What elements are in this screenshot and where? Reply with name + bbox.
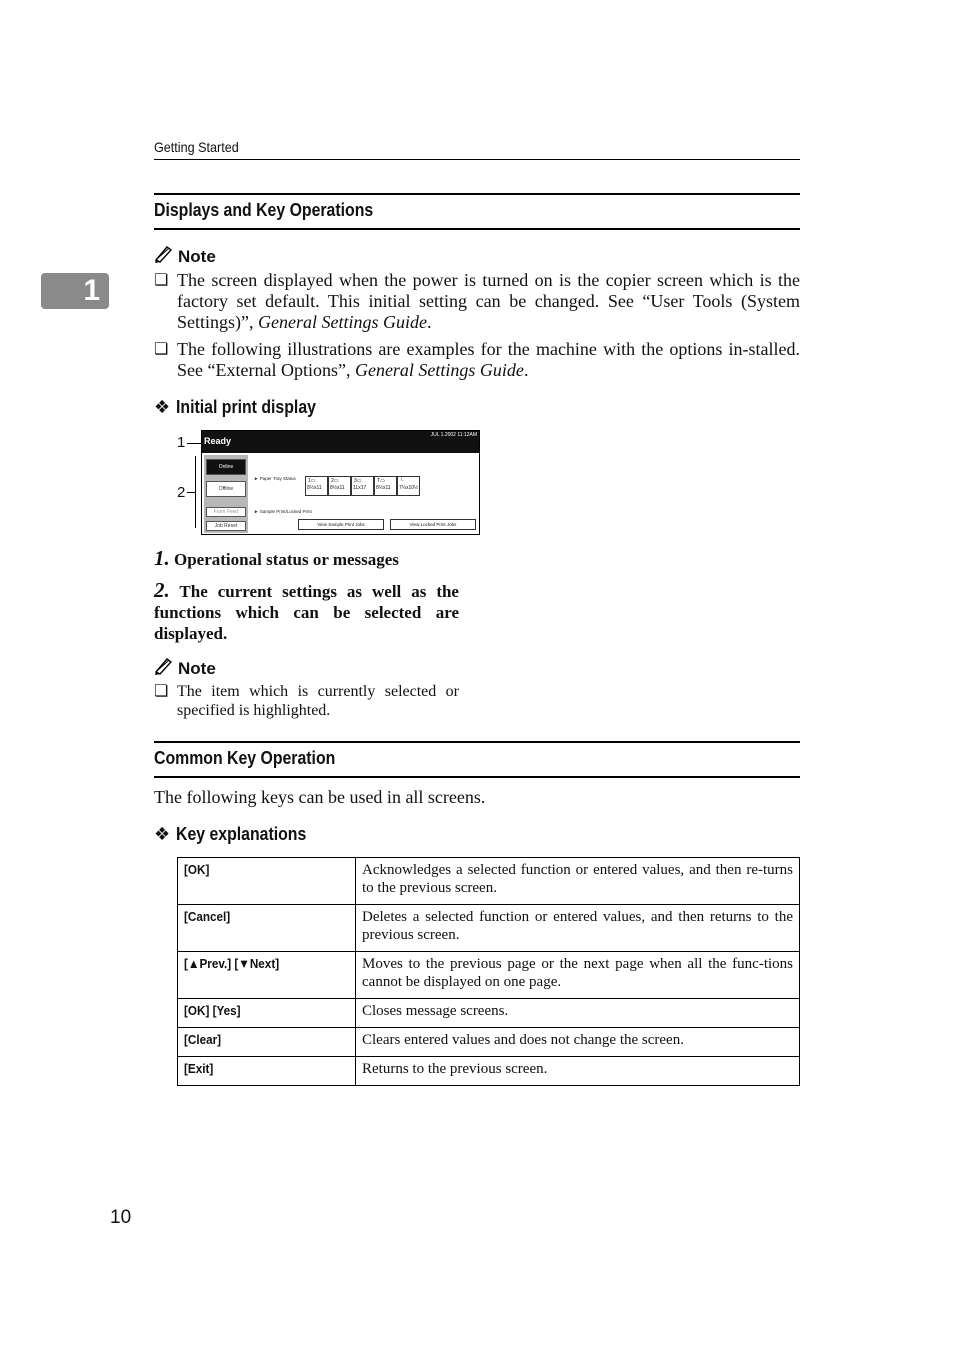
job-reset-button: Job Reset	[206, 521, 246, 531]
clock: JUL 1.2002 11:12AM	[430, 432, 477, 438]
numbered-item-2: 2. The current settings as well as the functions which can be selected are displayed.	[154, 578, 459, 643]
section2-top-rule	[154, 741, 800, 743]
printer-screen-illustration	[201, 430, 480, 535]
numbered-item-1: 1. Operational status or messages	[154, 546, 399, 570]
key-description: Deletes a selected function or entered values, and then returns to the previous screen.	[356, 905, 800, 952]
section2-bottom-rule	[154, 776, 800, 778]
callout-1: 1	[177, 434, 186, 451]
key-explanations-table	[177, 857, 800, 1086]
note-item: ❏ The item which is currently selected or specified is highlighted.	[154, 683, 459, 719]
key-description: Clears entered values and does not change the screen.	[356, 1028, 800, 1057]
status-bar	[202, 431, 479, 453]
table-row	[178, 1028, 800, 1057]
diamond-icon: ❖	[154, 397, 171, 417]
guide-reference: General Settings Guide	[354, 360, 524, 380]
diamond-icon: ❖	[154, 824, 171, 844]
chapter-number: 1	[83, 274, 100, 307]
status-message: Ready	[204, 436, 232, 446]
sample-print-label: ► Sample Print/Locked Print	[254, 509, 312, 514]
key-name: [▲Prev.] [▼Next]	[184, 956, 280, 971]
table-row	[178, 1057, 800, 1086]
note-item: ❏ The following illustrations are examples for the machine with the options in-stalled. See “External Options”, General Settings Guide.	[154, 339, 800, 380]
online-button: Online	[206, 459, 246, 475]
section2-intro: The following keys can be used in all screens.	[154, 787, 486, 807]
table-row	[178, 858, 800, 905]
key-name: [OK] [Yes]	[184, 1003, 241, 1018]
section1-title: Displays and Key Operations	[154, 200, 374, 220]
paper-tray: T▭ 8½x11	[374, 476, 397, 496]
running-head: Getting Started	[154, 139, 239, 155]
initial-print-display-heading: ❖ Initial print display	[154, 397, 317, 417]
guide-reference: General Settings Guide	[258, 312, 427, 332]
callout-2-line	[187, 492, 195, 493]
paper-tray: └ 7¼x10½	[397, 476, 420, 496]
key-name: [Exit]	[184, 1061, 214, 1076]
checkbox-icon: ❏	[154, 683, 169, 700]
table-row	[178, 905, 800, 952]
pencil-icon	[154, 657, 174, 680]
checkbox-icon: ❏	[154, 341, 169, 358]
note-item: ❏ The screen displayed when the power is turned on is the copier screen which is the factory set default. This initial setting can be changed. See “User Tools (System Settings)”, General Settings Guide.	[154, 270, 800, 332]
key-explanations-heading: ❖ Key explanations	[154, 824, 307, 844]
key-description: Acknowledges a selected function or entered values, and then re-turns to the previous screen.	[356, 858, 800, 905]
header-rule	[154, 159, 800, 160]
view-sample-print-jobs-button: View Sample Print Jobs	[298, 519, 384, 530]
note-heading	[154, 657, 216, 680]
note-label: Note	[178, 246, 216, 266]
paper-tray: 3▭ 11x17	[351, 476, 374, 496]
paper-tray: 1▭ 8½x11	[305, 476, 328, 496]
note-label: Note	[178, 658, 216, 678]
checkbox-icon: ❏	[154, 272, 169, 289]
table-row	[178, 952, 800, 999]
section1-top-rule	[154, 193, 800, 195]
page-number: 10	[110, 1207, 132, 1228]
callout-2: 2	[177, 484, 186, 501]
view-locked-print-jobs-button: View Locked Print Jobs	[390, 519, 476, 530]
table-row	[178, 999, 800, 1028]
paper-tray: 2▭ 8½x11	[328, 476, 351, 496]
key-name: [OK]	[184, 862, 210, 877]
key-name: [Cancel]	[184, 909, 231, 924]
callout-1-line	[187, 443, 201, 444]
form-feed-button: Form Feed	[206, 507, 246, 517]
key-name: [Clear]	[184, 1032, 222, 1047]
paper-tray-label: ► Paper Tray Status	[254, 476, 296, 481]
offline-button: Offline	[206, 481, 246, 497]
note-heading	[154, 245, 216, 268]
pencil-icon	[154, 245, 174, 268]
key-description: Returns to the previous screen.	[356, 1057, 800, 1086]
section1-bottom-rule	[154, 228, 800, 230]
chapter-tab	[41, 273, 109, 309]
settings-panel	[204, 455, 248, 533]
key-description: Moves to the previous page or the next page when all the func-tions cannot be displayed on one page.	[356, 952, 800, 999]
callout-2-bracket	[195, 456, 196, 528]
section2-title: Common Key Operation	[154, 748, 336, 768]
key-description: Closes message screens.	[356, 999, 800, 1028]
